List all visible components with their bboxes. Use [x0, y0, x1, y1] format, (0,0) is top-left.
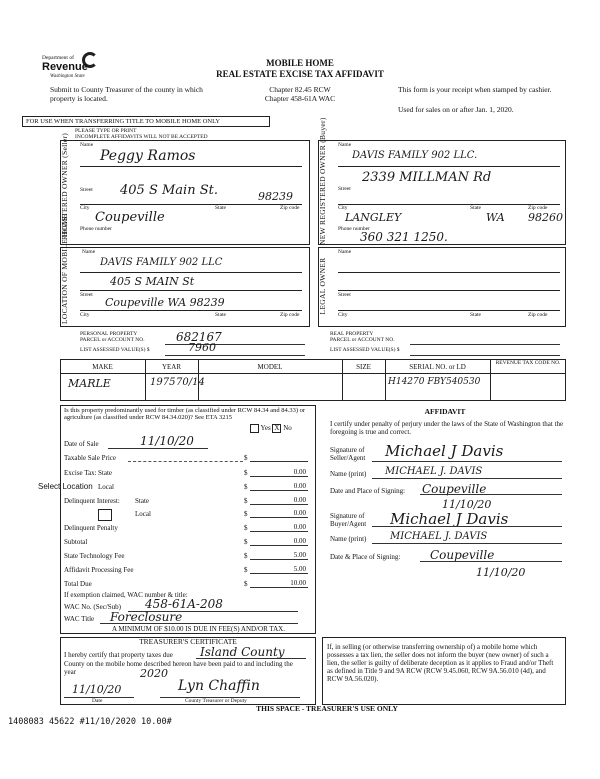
dept-line3: Washington State [50, 74, 85, 79]
location-name[interactable]: DAVIS FAMILY 902 LLC [100, 257, 223, 268]
no-label: No [283, 424, 292, 433]
taxable-sale-price-label: Taxable Sale Price [64, 454, 116, 462]
buyer-sig-label: Signature of Buyer/Agent [330, 512, 367, 529]
interest-local-label: Local [135, 510, 151, 518]
treasurer-by-label: County Treasurer or Deputy [185, 698, 247, 704]
cell-make[interactable]: MARLE [68, 377, 111, 390]
total-due-label: Total Due [64, 580, 92, 588]
treasurer-county[interactable]: Island County [200, 645, 285, 659]
delinquent-interest-label: Delinquent Interest: [64, 497, 120, 505]
list-assessed-label-2: LIST ASSESSED VALUE(S) $ [330, 347, 400, 353]
interest-state-dollar: $ [244, 497, 248, 505]
affidavit-certify: I certify under penalty of perjury under the laws of the State of Washington that the foregoing is true and correct. [330, 420, 564, 437]
print-notice: PLEASE TYPE OR PRINT [75, 128, 137, 134]
parcel-account[interactable]: 682167 [176, 330, 222, 344]
location-street[interactable]: Coupeville WA 98239 [105, 296, 225, 309]
wac-no-label: WAC No. (Sec/Sub) [64, 603, 121, 611]
dept-line1: Department of [42, 55, 74, 61]
subtotal-label: Subtotal [64, 538, 88, 546]
legal-owner-side-label: LEGAL OWNER [318, 257, 327, 315]
real-property-label: REAL PROPERTY [330, 331, 374, 337]
list-assessed-value[interactable]: 7960 [188, 341, 216, 354]
buyer-date-place-label: Date & Place of Signing: [330, 553, 401, 561]
seller-signature[interactable]: Michael J Davis [385, 442, 504, 460]
exemption-label: If exemption claimed, WAC number & title: [64, 591, 188, 599]
interest-state-value: 0.00 [293, 496, 306, 504]
legal-state-label: State [470, 312, 481, 318]
location-line2[interactable]: 405 S MAIN St [110, 275, 195, 288]
legal-zip-label: Zip code [528, 312, 548, 318]
cell-serial[interactable]: H14270 FBY540530 [388, 377, 481, 387]
treasurer-text2: County on the mobile home described hereon have been paid to and including the year [64, 660, 293, 677]
seller-name-print[interactable]: MICHAEL J. DAVIS [385, 466, 483, 477]
buyer-date[interactable]: 11/10/20 [476, 566, 526, 579]
subtotal-dollar: $ [244, 538, 248, 546]
treasurer-signature[interactable]: Lyn Chaffin [178, 678, 260, 694]
seller-name-print-label: Name (print) [330, 470, 367, 478]
seller-name[interactable]: Peggy Ramos [100, 148, 196, 164]
buyer-city[interactable]: LANGLEY [345, 211, 402, 224]
wac-title-label: WAC Title [64, 615, 95, 623]
chapter-1: Chapter 82.45 RCW [269, 85, 331, 94]
yes-label: Yes [260, 424, 271, 433]
no-checkbox[interactable]: X [274, 424, 280, 432]
location-state-label: State [215, 312, 226, 318]
treasurer-title: TREASURER'S CERTIFICATE [139, 637, 237, 646]
treasurer-date[interactable]: 11/10/20 [72, 683, 122, 696]
interest-local-value: 0.00 [293, 509, 306, 517]
seller-street-label: Street [80, 187, 93, 193]
buyer-zip-label: Zip code [528, 205, 548, 211]
title-2: REAL ESTATE EXCISE TAX AFFIDAVIT [216, 69, 384, 79]
personal-property-label: PERSONAL PROPERTY [80, 331, 138, 337]
col-size: SIZE [356, 363, 371, 371]
yes-no-group [250, 424, 292, 433]
col-model: MODEL [257, 363, 283, 371]
title-1: MOBILE HOME [266, 58, 334, 68]
yes-checkbox[interactable] [250, 424, 259, 433]
location-city-label: City [80, 312, 90, 318]
excise-local-label: Local [98, 483, 114, 491]
revenue-logo [42, 52, 102, 82]
cell-model[interactable]: 70/14 [176, 377, 205, 388]
seller-zip-label: Zip code [280, 205, 300, 211]
treasurer-year[interactable]: 2020 [140, 667, 168, 680]
buyer-city-label: City [338, 205, 348, 211]
treasurer-use-label: THIS SPACE - TREASURER'S USE ONLY [256, 704, 398, 713]
buyer-place[interactable]: Coupeville [430, 548, 495, 562]
location-side-label: LOCATION OF MOBILE HOME [60, 213, 69, 324]
wac-no[interactable]: 458-61A-208 [145, 597, 223, 611]
seller-date-place-label: Date and Place of Signing: [330, 487, 406, 495]
excise-tax-label: Excise Tax: [64, 469, 97, 477]
excise-state-value: 0.00 [293, 468, 306, 476]
col-serial: SERIAL NO. or LD [409, 363, 466, 371]
location-name-label: Name [82, 249, 96, 255]
buyer-side-label: NEW REGISTERED OWNER (Buyer) [318, 117, 327, 245]
timber-question: Is this property predominantly used for timber (as classified under RCW 84.34 and 84.33) or agriculture (as classified under RCW 84.34.020)? See ETA 3215 [64, 407, 306, 422]
seller-city-label: City [80, 205, 90, 211]
buyer-street[interactable]: 2339 MILLMAN Rd [362, 170, 492, 185]
treasurer-text1: I hereby certify that property taxes due [64, 651, 173, 659]
seller-side-label: REGISTERED OWNER (Seller) [60, 132, 69, 240]
excise-local-dollar: $ [244, 483, 248, 491]
cell-year[interactable]: 1975 [150, 377, 176, 388]
cashier-stamp: 1408083 45622 #11/10/2020 10.00# [8, 717, 172, 727]
sales-text: Used for sales on or after Jan. 1, 2020. [398, 105, 514, 114]
dept-line2: Revenue [42, 61, 88, 73]
seller-zip[interactable]: 98239 [258, 190, 293, 203]
legal-city-label: City [338, 312, 348, 318]
buyer-phone-label: Phone number [338, 226, 370, 232]
chapter-2: Chapter 458-61A WAC [264, 94, 336, 103]
buyer-name[interactable]: DAVIS FAMILY 902 LLC. [352, 150, 478, 161]
wac-title[interactable]: Foreclosure [110, 610, 183, 624]
select-location-label[interactable]: Select Location [38, 482, 93, 491]
submit-text: Submit to County Treasurer of the county in which property is located. [50, 85, 203, 103]
minimum-notice: A MINIMUM OF $10.00 IS DUE IN FEE(S) AND/OR TAX. [112, 625, 285, 633]
buyer-zip[interactable]: 98260 [528, 211, 563, 224]
buyer-name-print-label: Name (print) [330, 535, 367, 543]
subtotal-value: 0.00 [293, 537, 306, 545]
buyer-name-print[interactable]: MICHAEL J. DAVIS [390, 531, 488, 542]
warning-text: If, in selling (or otherwise transferring ownership of) a mobile home which possesses a tax lien, the seller does not inform the buyer (new owner) of such a lien, the seller is guilty of deliberate deception as it applies to Fraud and/or Theft as defined in Title 9 and 9A RCW (RCW 9.45.060, RCW 9A.56.010 (4d), and RCW 9A.56.020). [327, 643, 554, 684]
buyer-state-label: State [470, 205, 481, 211]
treasurer-date-label: Date [92, 698, 103, 704]
state-tech-fee-label: State Technology Fee [64, 552, 125, 560]
buyer-signature[interactable]: Michael J Davis [390, 510, 509, 528]
taxable-dollar: $ [244, 454, 248, 462]
incomplete-notice: INCOMPLETE AFFIDAVITS WILL NOT BE ACCEPTED [75, 134, 208, 140]
excise-local-value: 0.00 [293, 482, 306, 490]
col-year: YEAR [161, 363, 182, 371]
parcel-account-label-2: PARCEL or ACCOUNT NO. [330, 337, 395, 343]
affidavit-value: 5.00 [293, 565, 306, 573]
excise-state-label: State [98, 469, 112, 477]
date-of-sale-label: Date of Sale [64, 440, 99, 448]
location-zip-label: Zip code [280, 312, 300, 318]
delinquent-penalty-label: Delinquent Penalty [64, 524, 118, 532]
legal-street-label: Street [338, 292, 351, 298]
seller-phone-label: Phone number [80, 226, 112, 232]
receipt-text: This form is your receipt when stamped by cashier. [398, 85, 552, 94]
seller-name-label: Name [80, 142, 94, 148]
interest-state-label: State [135, 497, 149, 505]
tech-value: 5.00 [293, 551, 306, 559]
interest-local-dollar: $ [244, 510, 248, 518]
seller-state-label: State [215, 205, 226, 211]
tech-dollar: $ [244, 552, 248, 560]
buyer-phone[interactable]: 360 321 1250. [360, 230, 448, 244]
location-street-label: Street [80, 292, 93, 298]
legal-name-label: Name [338, 249, 352, 255]
transfer-notice [22, 116, 270, 127]
seller-place[interactable]: Coupeville [422, 482, 487, 496]
seller-city[interactable]: Coupeville [95, 210, 165, 225]
list-assessed-label: LIST ASSESSED VALUE(S) $ [80, 347, 150, 353]
buyer-state[interactable]: WA [486, 211, 505, 224]
parcel-account-label: PARCEL or ACCOUNT NO. [80, 337, 145, 343]
penalty-dollar: $ [244, 524, 248, 532]
seller-street[interactable]: 405 S Main St. [120, 183, 218, 198]
penalty-value: 0.00 [293, 523, 306, 531]
date-of-sale[interactable]: 11/10/20 [140, 434, 194, 448]
excise-state-dollar: $ [244, 469, 248, 477]
location-select-box[interactable] [98, 509, 112, 521]
seller-date[interactable]: 11/10/20 [442, 498, 492, 511]
affidavit-title: AFFIDAVIT [424, 407, 466, 416]
col-make: MAKE [92, 363, 113, 371]
affidavit-dollar: $ [244, 566, 248, 574]
total-dollar: $ [244, 580, 248, 588]
buyer-street-label: Street [338, 186, 351, 192]
total-value: 10.00 [290, 579, 306, 587]
transfer-notice-text: FOR USE WHEN TRANSFERRING TITLE TO MOBILE HOME ONLY [26, 118, 221, 125]
col-revenue-code: REVENUE TAX CODE NO. [495, 360, 561, 366]
affidavit-fee-label: Affidavit Processing Fee [64, 566, 134, 574]
buyer-name-label: Name [338, 142, 352, 148]
seller-sig-label: Signature of Seller/Agent [330, 446, 366, 463]
